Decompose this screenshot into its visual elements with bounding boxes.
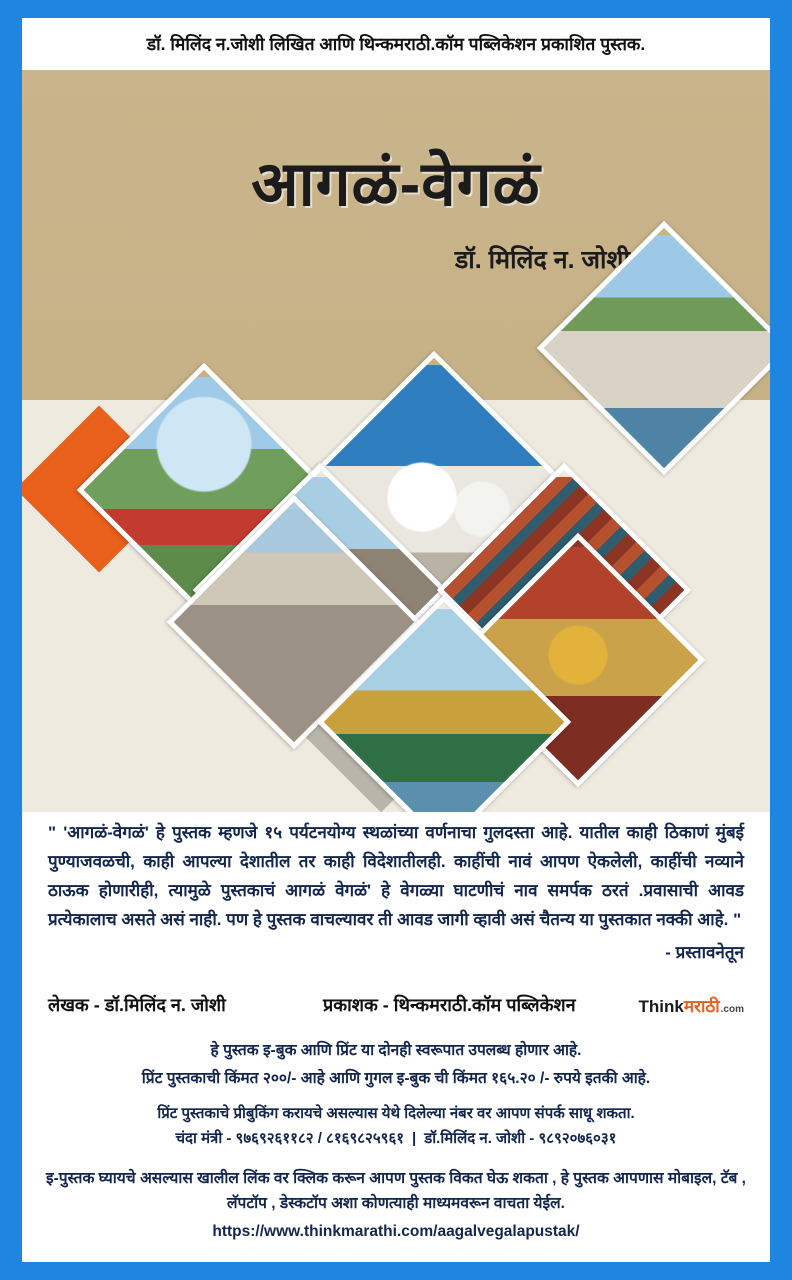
thinkmarathi-logo[interactable] <box>639 994 745 1017</box>
purchase-link[interactable]: https://www.thinkmarathi.com/aagalvegalapustak/ <box>212 1223 580 1240</box>
contact-chanda[interactable]: चंदा मंत्री - ९७६९२६११८२ / ८१६९८२५९६१ <box>175 1130 405 1147</box>
logo-part-think: Think <box>638 996 684 1016</box>
credits-row <box>22 993 770 1017</box>
quote-source: - प्रस्तावनेतून <box>665 943 744 962</box>
header-strip <box>22 18 770 70</box>
logo-part-marathi: मराठी <box>683 996 720 1016</box>
page-title: आगळं-वेगळं <box>251 150 541 219</box>
credit-publisher: प्रकाशक - थिन्कमराठी.कॉम पब्लिकेशन <box>323 995 576 1015</box>
logo-part-com: .com <box>720 1003 744 1015</box>
hero-section <box>22 70 770 812</box>
quote-block <box>22 818 770 967</box>
contact-milind[interactable]: डॉ.मिलिंद न. जोशी - ९८९२०७६०३१ <box>424 1130 617 1147</box>
poster <box>22 18 770 1262</box>
ebook-note: इ-पुस्तक घ्यायचे असल्यास खालील लिंक वर क्लिक करून आपण पुस्तक विकत घेऊ शकता , हे पुस्तक आपणास मोबाइल, टॅब , लॅपटॉप , डेस्कटॉप अशा कोणत्याही माध्यमवरून वाचता येईल. <box>46 1170 746 1212</box>
prebooking-line: प्रिंट पुस्तकाचे प्रीबुकिंग करायचे असल्यास येथे दिलेल्या नंबर वर आपण संपर्क साधू शकता. <box>157 1105 635 1122</box>
quote-text: " 'आगळं-वेगळं' हे पुस्तक म्हणजे १५ पर्यटनयोग्य स्थळांच्या वर्णनाचा गुलदस्ता आहे. यातील काही ठिकाणं मुंबई पुण्याजवळची, काही आपल्या देशातील तर काही विदेशातीलही. काहींची नावं आपण ऐकलेली, काहींची नव्याने ठाऊक होणारीही, त्यामुळे पुस्तकाचं आगळं वेगळं' हे वेगळ्या घाटणीचं नाव समर्पक ठरतं .प्रवासाची आवड प्रत्येकालाच असते असं नाही. पण हे पुस्तक वाचल्यावर ती आवड जागी व्हावी असं चैतन्य या पुस्तकात नक्की आहे. " <box>48 823 744 929</box>
author-name: डॉ. मिलिंद न. जोशी <box>454 246 630 274</box>
tagline-text: डॉ. मिलिंद न.जोशी लिखित आणि थिन्कमराठी.कॉम पब्लिकेशन प्रकाशित पुस्तक. <box>146 34 646 54</box>
price-line: प्रिंट पुस्तकाची किंमत २००/- आहे आणि गुगल इ-बुक ची किंमत १६५.२० /- रुपये इतकी आहे. <box>141 1070 651 1087</box>
credit-author: लेखक - डॉ.मिलिंद न. जोशी <box>48 995 226 1015</box>
availability-line: हे पुस्तक इ-बुक आणि प्रिंट या दोनही स्वरूपात उपलब्ध होणार आहे. <box>210 1042 582 1059</box>
contact-separator: | <box>412 1130 417 1147</box>
contact-line <box>22 1128 770 1148</box>
